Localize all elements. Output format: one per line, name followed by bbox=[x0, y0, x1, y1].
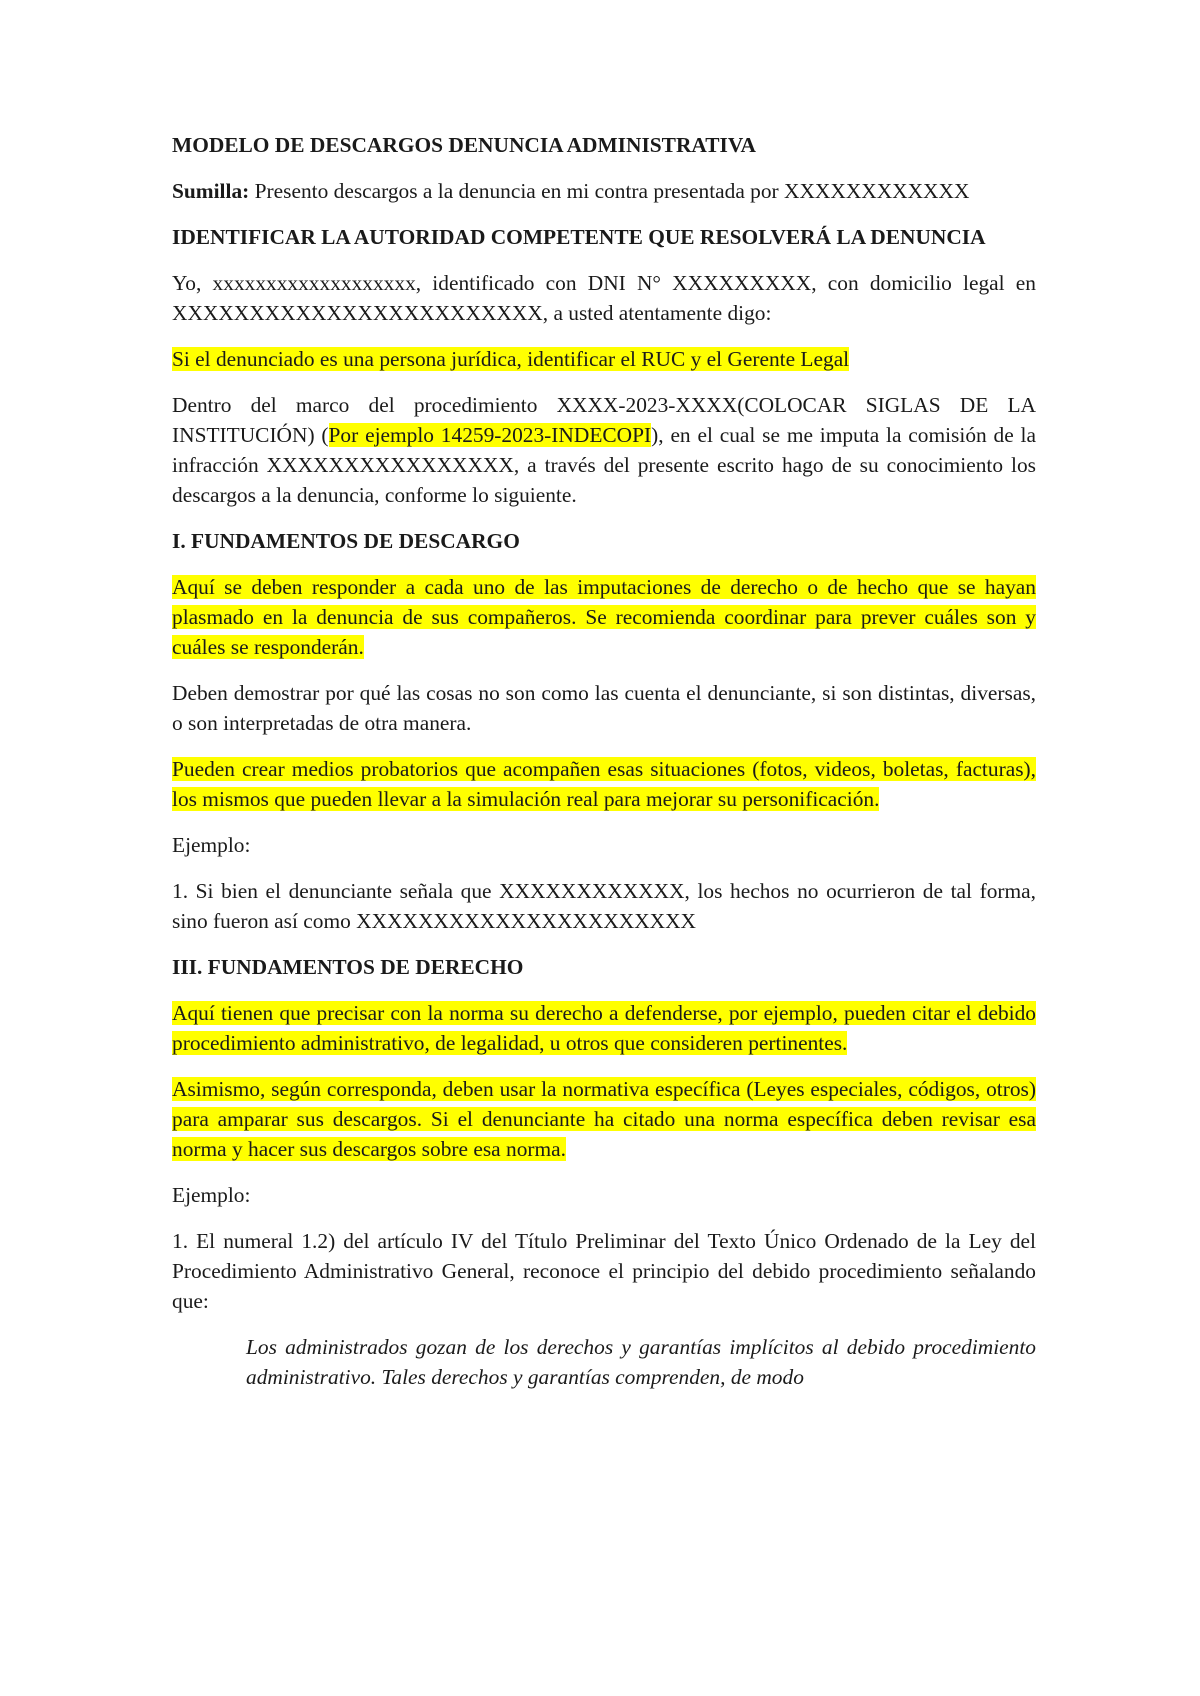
marco-text-part2: ), en el cual se me imputa la comisión de la infracción XXXXXXXXXXXXXXXX, a través del presente escrito hago de su conocimiento los descargos a la denuncia, conforme lo siguiente. bbox=[172, 423, 1036, 507]
section1-note2-paragraph bbox=[172, 754, 1036, 814]
marco-text-part1: Dentro del marco del procedimiento XXXX-2023-XXXX(COLOCAR SIGLAS DE LA INSTITUCIÓN) ( bbox=[172, 393, 1036, 447]
section1-text1: Deben demostrar por qué las cosas no son como las cuenta el denunciante, si son distintas, diversas, o son interpretadas de otra manera. bbox=[172, 681, 1036, 735]
section3-example-label: Ejemplo: bbox=[172, 1183, 251, 1207]
document-page bbox=[172, 130, 1036, 1408]
marco-paragraph bbox=[172, 390, 1036, 510]
intro-paragraph: Yo, xxxxxxxxxxxxxxxxxxx, identificado con DNI N° XXXXXXXXX, con domicilio legal en XXXXXXXXXXXXXXXXXXXXXXXX, a usted atentamente digo: bbox=[172, 271, 1036, 325]
sumilla-text: Presento descargos a la denuncia en mi contra presentada por XXXXXXXXXXXX bbox=[249, 179, 970, 203]
legal-quote: Los administrados gozan de los derechos y garantías implícitos al debido procedimiento administrativo. Tales derechos y garantías comprenden, de modo bbox=[246, 1335, 1036, 1389]
section3-note1-highlight: Aquí tienen que precisar con la norma su derecho a defenderse, por ejemplo, pueden citar el debido procedimiento administrativo, de legalidad, u otros que consideren pertinentes. bbox=[172, 1001, 1036, 1055]
section1-note2-highlight: Pueden crear medios probatorios que acompañen esas situaciones (fotos, videos, boletas, facturas), los mismos que pueden llevar a la simulación real para mejorar su personificación. bbox=[172, 757, 1036, 811]
section1-note1-highlight: Aquí se deben responder a cada uno de las imputaciones de derecho o de hecho que se hayan plasmado en la denuncia de sus compañeros. Se recomienda coordinar para prever cuáles son y cuáles se responderán. bbox=[172, 575, 1036, 659]
note-ruc-highlight: Si el denunciado es una persona jurídica, identificar el RUC y el Gerente Legal bbox=[172, 347, 850, 371]
note-ruc-paragraph bbox=[172, 344, 1036, 374]
section3-heading: III. FUNDAMENTOS DE DERECHO bbox=[172, 955, 524, 979]
section1-note1-paragraph bbox=[172, 572, 1036, 662]
sumilla-label: Sumilla: bbox=[172, 179, 250, 203]
section3-note2-paragraph bbox=[172, 1074, 1036, 1164]
marco-example-highlight: Por ejemplo 14259-2023-INDECOPI bbox=[328, 423, 652, 447]
section3-example-text: 1. El numeral 1.2) del artículo IV del Título Preliminar del Texto Único Ordenado de la Ley del Procedimiento Administrativo General, reconoce el principio del debido procedimiento señalando que: bbox=[172, 1229, 1036, 1313]
section1-example-label: Ejemplo: bbox=[172, 833, 251, 857]
section1-heading: I. FUNDAMENTOS DE DESCARGO bbox=[172, 529, 520, 553]
document-title: MODELO DE DESCARGOS DENUNCIA ADMINISTRATIVA bbox=[172, 133, 756, 157]
section3-note1-paragraph bbox=[172, 998, 1036, 1058]
section1-example-text: 1. Si bien el denunciante señala que XXXXXXXXXXXX, los hechos no ocurrieron de tal forma, sino fueron así como XXXXXXXXXXXXXXXXXXXXXX bbox=[172, 879, 1036, 933]
section3-note2-highlight: Asimismo, según corresponda, deben usar la normativa específica (Leyes especiales, códigos, otros) para amparar sus descargos. Si el denunciante ha citado una norma específica deben revisar esa norma y hacer sus descargos sobre esa norma. bbox=[172, 1077, 1036, 1161]
authority-heading: IDENTIFICAR LA AUTORIDAD COMPETENTE QUE RESOLVERÁ LA DENUNCIA bbox=[172, 225, 986, 249]
sumilla-paragraph bbox=[172, 176, 1036, 206]
